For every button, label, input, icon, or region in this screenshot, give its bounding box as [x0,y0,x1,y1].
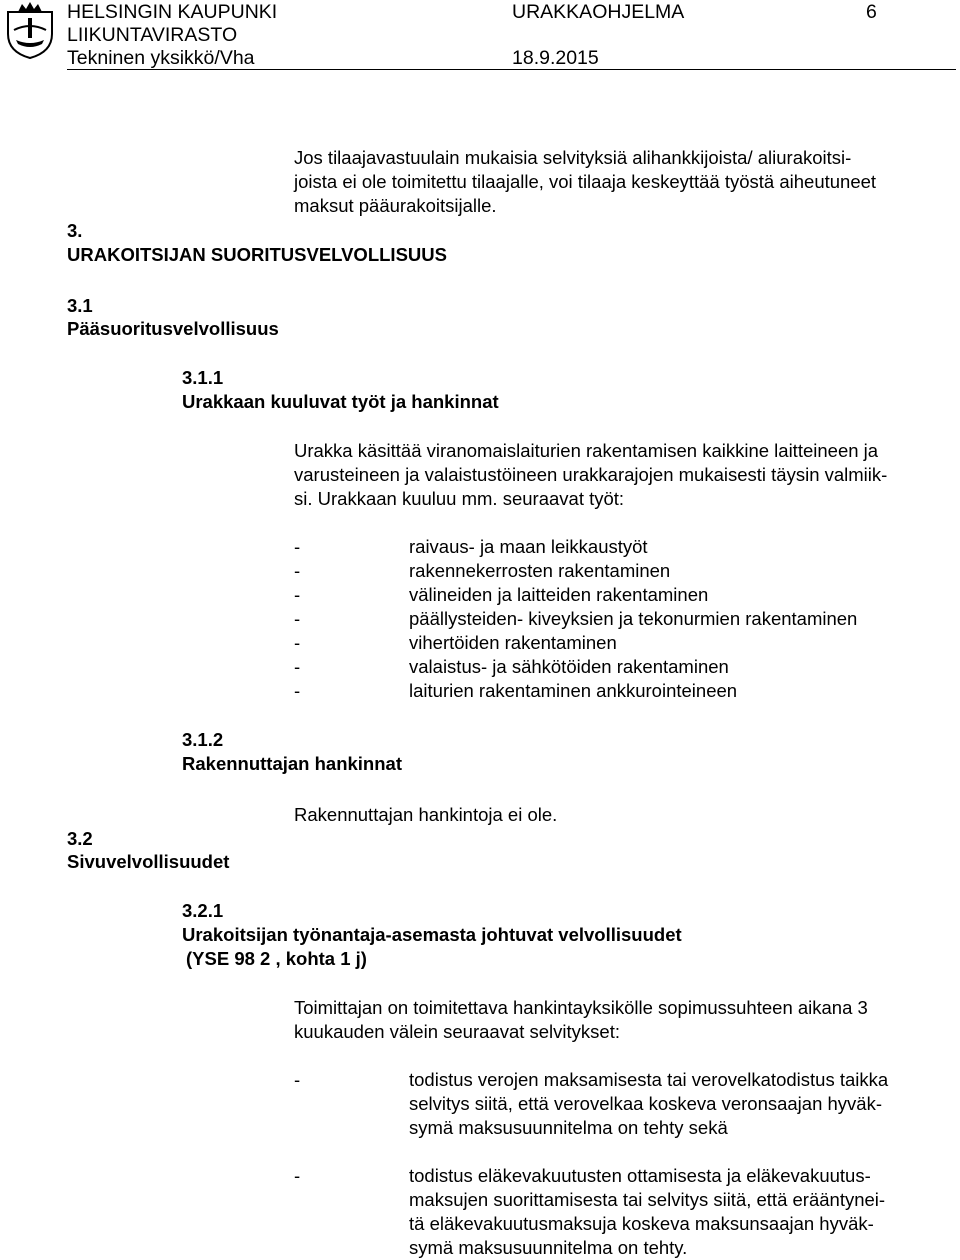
section-3-1-1-number: 3.1.1 [182,367,224,388]
section-3-number: 3. [67,220,83,241]
section-3-1-1-title: Urakkaan kuuluvat työt ja hankinnat [182,391,499,412]
section-3-2-title: Sivuvelvollisuudet [67,851,230,872]
section-3-2-1-subtitle: (YSE 98 2 , kohta 1 j) [186,948,367,969]
header-doc-title: URAKKAOHJELMA [512,1,685,23]
section-3-2-1-title: Urakoitsijan työnantaja-asemasta johtuvat velvollisuudet [182,924,682,945]
header-date: 18.9.2015 [512,47,599,69]
section-3-1-2-title: Rakennuttajan hankinnat [182,753,402,774]
section-3-title: URAKOITSIJAN SUORITUSVELVOLLISUUS [67,244,447,265]
intro-paragraph: Jos tilaajavastuulain mukaisia selvityksiä alihankkijoista/ aliurakoitsi- joista ei ole toimitettu tilaajalle, voi tilaaja keskeyttää työstä aiheutuneet maksut pääurakoitsijalle. [294,147,877,216]
header-unit: Tekninen yksikkö/Vha [67,47,255,69]
section-3-1-2-text: Rakennuttajan hankintoja ei ole. [294,804,558,825]
section-3-2-1-number: 3.2.1 [182,900,224,921]
section-3-2-1-paragraph: Toimittajan on toimitettava hankintayksikölle sopimussuhteen aikana 3 kuukauden välein seuraavat selvitykset: [294,997,868,1042]
section-3-1-2-number: 3.1.2 [182,729,224,750]
section-3-1-title: Pääsuoritusvelvollisuus [67,318,279,339]
header-org-line1: HELSINGIN KAUPUNKI [67,1,278,23]
section-3-1-number: 3.1 [67,295,93,316]
helsinki-coat-of-arms-icon [4,0,56,60]
header-org-line2: LIIKUNTAVIRASTO [67,24,238,46]
section-3-1-1-paragraph: Urakka käsittää viranomaislaiturien rakentamisen kaikkine laitteineen ja varusteineen ja valaistustöineen urakkarajojen mukaisesti täysin valmiik- si. Urakkaan kuuluu mm. seuraavat työt: [294,440,888,509]
header-divider [67,69,956,70]
section-3-2-number: 3.2 [67,828,93,849]
header-page-number: 6 [866,1,877,23]
